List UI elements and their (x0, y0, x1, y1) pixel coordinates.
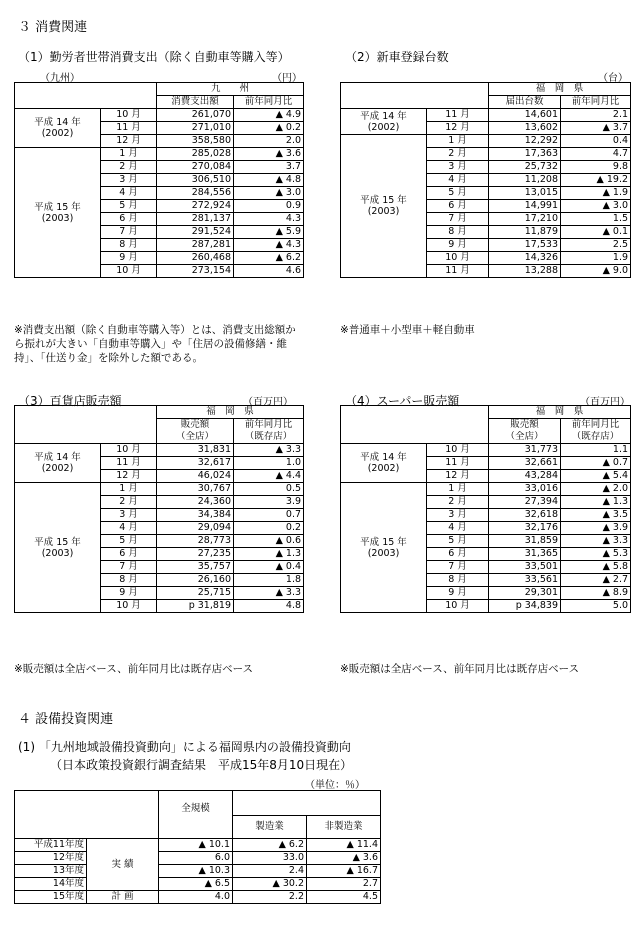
table2-new-cars (340, 82, 631, 278)
yoy-cell: 0.9 (234, 200, 304, 213)
month-cell: 8 月 (101, 239, 157, 252)
region-header: 福 岡 県 (489, 406, 631, 419)
year-label: 平成 15 年 (2003) (15, 148, 101, 278)
month-cell: 6 月 (427, 548, 489, 561)
table-row (15, 891, 381, 904)
all-cell: ▲ 6.5 (159, 878, 233, 891)
table1-unit: （円） (272, 73, 302, 84)
mfg-cell: 2.4 (233, 865, 307, 878)
fiscal-year-cell: 12年度 (15, 852, 87, 865)
yoy-cell: ▲ 2.0 (561, 483, 631, 496)
value-cell: 33,561 (489, 574, 561, 587)
yoy-cell: 1.8 (234, 574, 304, 587)
value-cell: 285,028 (157, 148, 234, 161)
yoy-cell: ▲ 4.3 (234, 239, 304, 252)
yoy-cell: 4.3 (234, 213, 304, 226)
value-cell: 31,859 (489, 535, 561, 548)
month-cell: 11 月 (101, 457, 157, 470)
value-cell: 31,773 (489, 444, 561, 457)
yoy-cell: ▲ 4.4 (234, 470, 304, 483)
value-cell: 291,524 (157, 226, 234, 239)
value-cell: 34,384 (157, 509, 234, 522)
month-cell: 9 月 (427, 239, 489, 252)
table2-unit: （台） (598, 73, 628, 84)
yoy-cell: ▲ 0.6 (234, 535, 304, 548)
month-cell: 4 月 (427, 522, 489, 535)
table3-note: ※販売額は全店ベース、前年同月比は既存店ベース (14, 663, 254, 675)
col-all-header: 全規模 (159, 791, 233, 839)
table-row (341, 135, 631, 148)
yoy-cell: 1.9 (561, 252, 631, 265)
table-row (341, 444, 631, 457)
month-cell: 8 月 (101, 574, 157, 587)
year-label: 平成 14 年 (2002) (341, 109, 427, 135)
yoy-cell: 4.7 (561, 148, 631, 161)
yoy-cell: 1.0 (234, 457, 304, 470)
month-cell: 4 月 (427, 174, 489, 187)
month-cell: 3 月 (427, 509, 489, 522)
yoy-cell: 5.0 (561, 600, 631, 613)
value-cell: p 34,839 (489, 600, 561, 613)
value-cell: 30,767 (157, 483, 234, 496)
table-row (15, 109, 304, 122)
yoy-cell: ▲ 1.3 (561, 496, 631, 509)
yoy-cell: 0.4 (561, 135, 631, 148)
value-cell: 271,010 (157, 122, 234, 135)
region-header: 九 州 (157, 83, 304, 96)
table2-note: ※普通車＋小型車＋軽自動車 (340, 324, 475, 336)
section3-title: ３ 消費関連 (18, 20, 88, 35)
month-cell: 12 月 (427, 122, 489, 135)
yoy-cell: ▲ 19.2 (561, 174, 631, 187)
month-cell: 6 月 (101, 548, 157, 561)
value-cell: 26,160 (157, 574, 234, 587)
nonmfg-cell: 4.5 (307, 891, 381, 904)
section4-title: ４ 設備投資関連 (18, 712, 114, 727)
col-yoy-header: 前年同月比 (561, 96, 631, 109)
value-cell: 35,757 (157, 561, 234, 574)
month-cell: 10 月 (427, 252, 489, 265)
yoy-cell: ▲ 0.4 (234, 561, 304, 574)
yoy-cell: ▲ 3.5 (561, 509, 631, 522)
yoy-cell: ▲ 4.8 (234, 174, 304, 187)
month-cell: 1 月 (427, 135, 489, 148)
month-cell: 10 月 (101, 265, 157, 278)
yoy-cell: ▲ 3.6 (234, 148, 304, 161)
month-cell: 7 月 (101, 561, 157, 574)
month-cell: 10 月 (427, 600, 489, 613)
yoy-cell: 2.5 (561, 239, 631, 252)
yoy-cell: 9.8 (561, 161, 631, 174)
yoy-cell: ▲ 3.9 (561, 522, 631, 535)
table1-title: （1）勤労者世帯消費支出（除く自動車等購入等） (18, 50, 290, 64)
month-cell: 2 月 (427, 148, 489, 161)
col-sales-header: 販売額 (157, 419, 234, 432)
month-cell: 3 月 (427, 161, 489, 174)
value-cell: 260,468 (157, 252, 234, 265)
col-sales-sub: （全店） (489, 431, 561, 444)
value-cell: 261,070 (157, 109, 234, 122)
yoy-cell: 0.2 (234, 522, 304, 535)
value-cell: 14,991 (489, 200, 561, 213)
all-cell: ▲ 10.3 (159, 865, 233, 878)
yoy-cell: 2.1 (561, 109, 631, 122)
year-label: 平成 15 年 (2003) (341, 135, 427, 278)
value-cell: 272,924 (157, 200, 234, 213)
table5-capital-investment (14, 790, 381, 904)
table3-title: （3）百貨店販売額 (18, 394, 122, 408)
fiscal-year-cell: 15年度 (15, 891, 87, 904)
value-cell: 29,301 (489, 587, 561, 600)
month-cell: 10 月 (101, 109, 157, 122)
year-label: 平成 14 年 (2002) (341, 444, 427, 483)
yoy-cell: ▲ 5.3 (561, 548, 631, 561)
yoy-cell: ▲ 4.9 (234, 109, 304, 122)
table2-title: （2）新車登録台数 (345, 50, 449, 64)
yoy-cell: ▲ 3.0 (234, 187, 304, 200)
year-label: 平成 14 年 (2002) (15, 109, 101, 148)
month-cell: 10 月 (101, 600, 157, 613)
value-cell: 43,284 (489, 470, 561, 483)
month-cell: 11 月 (427, 457, 489, 470)
yoy-cell: 0.5 (234, 483, 304, 496)
value-cell: 13,602 (489, 122, 561, 135)
col-yoy-header: 前年同月比 (561, 419, 631, 432)
month-cell: 12 月 (101, 135, 157, 148)
month-cell: 7 月 (101, 226, 157, 239)
month-cell: 1 月 (101, 148, 157, 161)
value-cell: 32,176 (489, 522, 561, 535)
yoy-cell: 4.6 (234, 265, 304, 278)
yoy-cell: ▲ 3.0 (561, 200, 631, 213)
yoy-cell: 3.9 (234, 496, 304, 509)
region-header: 福 岡 県 (489, 83, 631, 96)
yoy-cell: ▲ 0.7 (561, 457, 631, 470)
table-row (15, 839, 381, 852)
value-cell: 13,288 (489, 265, 561, 278)
month-cell: 9 月 (101, 587, 157, 600)
yoy-cell: ▲ 0.1 (561, 226, 631, 239)
yoy-cell: ▲ 5.9 (234, 226, 304, 239)
yoy-cell: ▲ 3.3 (234, 444, 304, 457)
month-cell: 1 月 (101, 483, 157, 496)
value-cell: 46,024 (157, 470, 234, 483)
col-yoy-sub: （既存店） (561, 431, 631, 444)
value-cell: 281,137 (157, 213, 234, 226)
value-cell: 14,326 (489, 252, 561, 265)
table-row (15, 878, 381, 891)
value-cell: 31,365 (489, 548, 561, 561)
table-row (341, 109, 631, 122)
value-cell: 32,618 (489, 509, 561, 522)
col-value-header: 消費支出額 (157, 96, 234, 109)
table4-note: ※販売額は全店ベース、前年同月比は既存店ベース (340, 663, 580, 675)
month-cell: 3 月 (101, 174, 157, 187)
nonmfg-cell: 2.7 (307, 878, 381, 891)
yoy-cell: 3.7 (234, 161, 304, 174)
month-cell: 4 月 (101, 522, 157, 535)
month-cell: 7 月 (427, 561, 489, 574)
yoy-cell: 1.1 (561, 444, 631, 457)
year-label: 平成 14 年 (2002) (15, 444, 101, 483)
value-cell: 306,510 (157, 174, 234, 187)
table4-unit: （百万円） (580, 397, 630, 408)
month-cell: 7 月 (427, 213, 489, 226)
table3-unit: （百万円） (243, 397, 293, 408)
table1-note: ※消費支出額（除く自動車等購入等）とは、消費支出総額から振れが大きい「自動車等購入」や「住居の設備修繕・維持」、「仕送り金」を除外した額である。 (14, 324, 296, 364)
yoy-cell: ▲ 2.7 (561, 574, 631, 587)
yoy-cell: 0.7 (234, 509, 304, 522)
value-cell: 12,292 (489, 135, 561, 148)
value-cell: 17,533 (489, 239, 561, 252)
month-cell: 6 月 (427, 200, 489, 213)
table4-supermarket (340, 405, 631, 613)
value-cell: 287,281 (157, 239, 234, 252)
table1-region-note: （九州） (40, 73, 80, 84)
region-header: 福 岡 県 (157, 406, 304, 419)
table4-title: （4）スーパー販売額 (345, 394, 460, 408)
yoy-cell: ▲ 5.8 (561, 561, 631, 574)
mfg-cell: 33.0 (233, 852, 307, 865)
value-cell: 17,363 (489, 148, 561, 161)
fiscal-year-cell: 13年度 (15, 865, 87, 878)
mfg-cell: 2.2 (233, 891, 307, 904)
value-cell: 25,715 (157, 587, 234, 600)
yoy-cell: ▲ 8.9 (561, 587, 631, 600)
month-cell: 8 月 (427, 574, 489, 587)
all-cell: 6.0 (159, 852, 233, 865)
month-cell: 12 月 (427, 470, 489, 483)
table-row (15, 865, 381, 878)
value-cell: 13,015 (489, 187, 561, 200)
yoy-cell: ▲ 6.2 (234, 252, 304, 265)
value-cell: 27,235 (157, 548, 234, 561)
col-mfg-header: 製造業 (233, 816, 307, 839)
month-cell: 2 月 (427, 496, 489, 509)
table5-title: (1) 「九州地域設備投資動向」による福岡県内の設備投資動向 (18, 740, 351, 754)
table-row (15, 444, 304, 457)
all-cell: 4.0 (159, 891, 233, 904)
value-cell: 25,732 (489, 161, 561, 174)
year-label: 平成 15 年 (2003) (15, 483, 101, 613)
yoy-cell: ▲ 3.7 (561, 122, 631, 135)
yoy-cell: ▲ 0.2 (234, 122, 304, 135)
col-nonmfg-header: 非製造業 (307, 816, 381, 839)
actual-label: 実 績 (87, 839, 159, 891)
table-row (341, 483, 631, 496)
table5-subtitle: （日本政策投資銀行調査結果 平成15年8月10日現在） (50, 758, 353, 772)
nonmfg-cell: ▲ 11.4 (307, 839, 381, 852)
nonmfg-cell: ▲ 16.7 (307, 865, 381, 878)
value-cell: 14,601 (489, 109, 561, 122)
value-cell: 32,617 (157, 457, 234, 470)
nonmfg-cell: ▲ 3.6 (307, 852, 381, 865)
fiscal-year-cell: 14年度 (15, 878, 87, 891)
value-cell: 273,154 (157, 265, 234, 278)
mfg-cell: ▲ 6.2 (233, 839, 307, 852)
month-cell: 5 月 (101, 535, 157, 548)
value-cell: 11,879 (489, 226, 561, 239)
all-cell: ▲ 10.1 (159, 839, 233, 852)
yoy-cell: 4.8 (234, 600, 304, 613)
value-cell: 29,094 (157, 522, 234, 535)
table5-unit: （単位：％） (305, 780, 365, 791)
yoy-cell: ▲ 1.3 (234, 548, 304, 561)
month-cell: 11 月 (427, 109, 489, 122)
month-cell: 2 月 (101, 161, 157, 174)
plan-label: 計 画 (87, 891, 159, 904)
value-cell: 358,580 (157, 135, 234, 148)
month-cell: 12 月 (101, 470, 157, 483)
col-yoy-header: 前年同月比 (234, 96, 304, 109)
month-cell: 10 月 (101, 444, 157, 457)
month-cell: 1 月 (427, 483, 489, 496)
value-cell: p 31,819 (157, 600, 234, 613)
month-cell: 6 月 (101, 213, 157, 226)
value-cell: 11,208 (489, 174, 561, 187)
value-cell: 284,556 (157, 187, 234, 200)
mfg-cell: ▲ 30.2 (233, 878, 307, 891)
table-row (15, 148, 304, 161)
value-cell: 270,084 (157, 161, 234, 174)
month-cell: 11 月 (427, 265, 489, 278)
fiscal-year-cell: 平成11年度 (15, 839, 87, 852)
col-yoy-header: 前年同月比 (234, 419, 304, 432)
value-cell: 24,360 (157, 496, 234, 509)
col-yoy-sub: （既存店） (234, 431, 304, 444)
table-row (15, 852, 381, 865)
value-cell: 33,016 (489, 483, 561, 496)
yoy-cell: ▲ 1.9 (561, 187, 631, 200)
value-cell: 32,661 (489, 457, 561, 470)
table3-department-store (14, 405, 304, 613)
month-cell: 3 月 (101, 509, 157, 522)
year-label: 平成 15 年 (2003) (341, 483, 427, 613)
value-cell: 33,501 (489, 561, 561, 574)
yoy-cell: ▲ 3.3 (561, 535, 631, 548)
value-cell: 17,210 (489, 213, 561, 226)
month-cell: 10 月 (427, 444, 489, 457)
col-sales-header: 販売額 (489, 419, 561, 432)
col-value-header: 届出台数 (489, 96, 561, 109)
yoy-cell: ▲ 9.0 (561, 265, 631, 278)
month-cell: 5 月 (427, 187, 489, 200)
yoy-cell: 1.5 (561, 213, 631, 226)
month-cell: 5 月 (427, 535, 489, 548)
month-cell: 9 月 (101, 252, 157, 265)
month-cell: 2 月 (101, 496, 157, 509)
month-cell: 8 月 (427, 226, 489, 239)
yoy-cell: 2.0 (234, 135, 304, 148)
yoy-cell: ▲ 3.3 (234, 587, 304, 600)
yoy-cell: ▲ 5.4 (561, 470, 631, 483)
value-cell: 31,831 (157, 444, 234, 457)
col-sales-sub: （全店） (157, 431, 234, 444)
value-cell: 27,394 (489, 496, 561, 509)
table-row (15, 483, 304, 496)
month-cell: 9 月 (427, 587, 489, 600)
value-cell: 28,773 (157, 535, 234, 548)
month-cell: 5 月 (101, 200, 157, 213)
month-cell: 4 月 (101, 187, 157, 200)
table1-consumption (14, 82, 304, 278)
month-cell: 11 月 (101, 122, 157, 135)
